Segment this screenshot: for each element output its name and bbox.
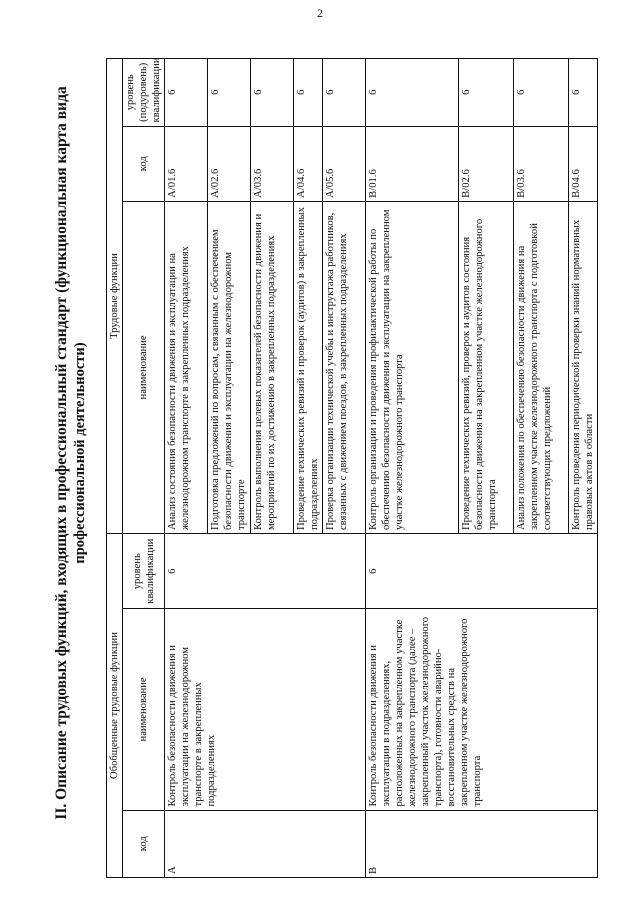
function-a03-code: A/03.6 <box>251 126 294 201</box>
header-tf-code: код <box>123 126 165 201</box>
function-a05-code: A/05.6 <box>323 126 366 201</box>
heading-line-1: II. Описание трудовых функций, входящих в профессиональный стандарт (функциональная карта вида <box>53 86 70 820</box>
function-a04-name <box>294 201 323 533</box>
function-b03-code: B/03.6 <box>514 126 569 201</box>
header-tf-name: наименование <box>123 201 165 533</box>
function-b02-name-text: Проведение технических ревизий, проверок и аудитов состояния безопасности движения на закрепленном участке железнодорожного транспорта <box>461 218 498 531</box>
function-a02-sublevel: 6 <box>208 59 251 127</box>
function-a05-sublevel: 6 <box>323 59 366 127</box>
function-b04-sublevel: 6 <box>569 59 598 127</box>
function-b03-name-text: Анализ положения по обеспечению безопасности движения на закрепленном участке железнодорожного транспорта с подготовкой соответствующих предложений <box>516 223 553 531</box>
function-a02-code: A/02.6 <box>208 126 251 201</box>
function-b03-name <box>514 201 569 533</box>
function-a04-name-text: Проведение технических ревизий и проверок (аудитов) в закрепленных подразделениях <box>296 207 320 531</box>
header-gen-level: уровень квалификации <box>123 534 165 609</box>
function-a03-sublevel: 6 <box>251 59 294 127</box>
group-b-code: B <box>366 810 598 877</box>
function-b04-name-text: Контроль проведения периодической проверки знаний нормативных правовых актов в области <box>571 219 595 531</box>
function-a01-sublevel: 6 <box>165 59 208 127</box>
function-a01-name <box>165 201 208 533</box>
table-row <box>366 59 459 878</box>
function-b01-name <box>366 201 459 533</box>
header-gen-code: код <box>123 810 165 877</box>
group-a-level: 6 <box>165 534 366 609</box>
function-b04-code: B/04.6 <box>569 126 598 201</box>
function-a05-name <box>323 201 366 533</box>
function-b02-sublevel: 6 <box>459 59 514 127</box>
group-a-code: A <box>165 810 366 877</box>
header-row-columns <box>123 59 165 878</box>
heading-line-2: профессиональной деятельности) <box>72 342 88 564</box>
function-a05-name-text: Проверка организации технической учебы и инструктажа работников, связанных с движением поездов, в закрепленных подразделениях <box>325 212 349 531</box>
function-b03-sublevel: 6 <box>514 59 569 127</box>
function-b01-code: B/01.6 <box>366 126 459 201</box>
function-a02-name <box>208 201 251 533</box>
table-row <box>165 59 208 878</box>
function-a01-code: A/01.6 <box>165 126 208 201</box>
function-a03-name <box>251 201 294 533</box>
function-a01-name-text: Анализ состояния безопасности движения и эксплуатации на железнодорожном транспорте в закрепленных подразделениях <box>167 246 191 531</box>
group-b-level: 6 <box>366 534 598 609</box>
page-number: 2 <box>317 6 323 20</box>
section-heading <box>50 28 94 878</box>
function-b04-name <box>569 201 598 533</box>
header-labor-functions: Трудовые функции <box>107 59 123 534</box>
function-b02-code: B/02.6 <box>459 126 514 201</box>
header-gen-name: наименование <box>123 609 165 810</box>
function-b01-name-text: Контроль организации и проведения профилактической работы по обеспечению безопасности движения и эксплуатации на закрепленном участке железнодорожного транспорта <box>368 209 405 531</box>
function-b02-name <box>459 201 514 533</box>
header-tf-sublevel: уровень (подуровень) квалификации <box>123 59 165 127</box>
group-a-name: Контроль безопасности движения и эксплуатации на железнодорожном транспорте в закрепленных подразделениях <box>165 609 366 810</box>
functional-map-table <box>106 58 598 878</box>
function-a03-name-text: Контроль выполнения целевых показателей безопасности движения и мероприятий по их достижению в закрепленных подразделениях <box>253 213 277 531</box>
header-generalized-functions: Обобщенные трудовые функции <box>107 534 123 878</box>
header-row-groups <box>107 59 123 878</box>
function-a04-sublevel: 6 <box>294 59 323 127</box>
function-b01-sublevel: 6 <box>366 59 459 127</box>
group-b-name: Контроль безопасности движения и эксплуатации в подразделениях, расположенных на закрепленном участке железнодорожного транспорта (далее – закрепленный участок железнодорожного транспорта), готовности аварийно-восстановительных средств на закрепленном участке железнодорожного транспорта <box>366 609 598 810</box>
function-a02-name-text: Подготовка предложений по вопросам, связанным с обеспечением безопасности движения и эксплуатации на железнодорожном транспорте <box>210 229 247 531</box>
function-a04-code: A/04.6 <box>294 126 323 201</box>
rotated-content <box>50 28 595 878</box>
